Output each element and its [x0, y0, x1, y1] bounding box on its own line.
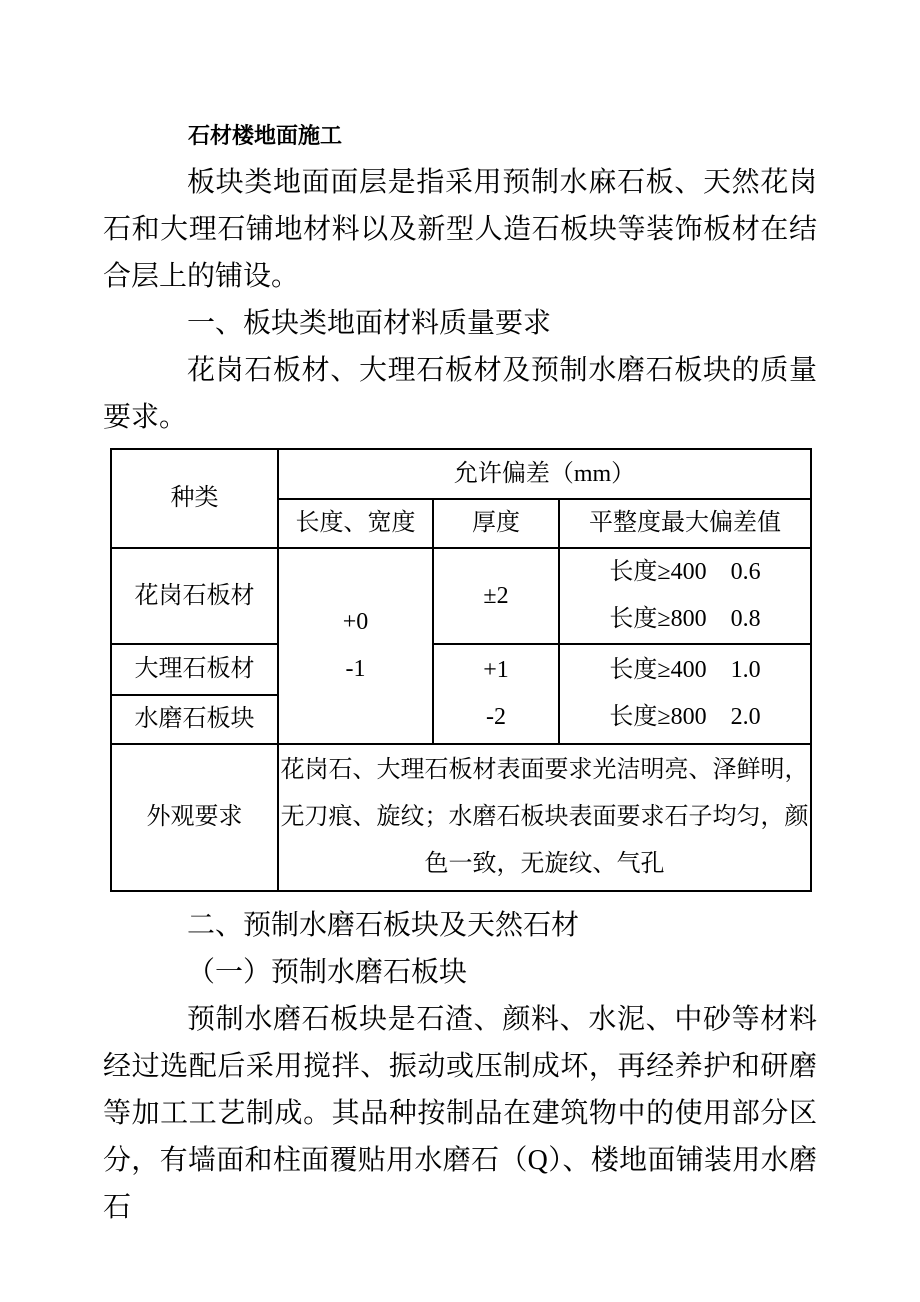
table-header-row-1 [111, 449, 811, 499]
cell-appearance-requirements: 花岗石、大理石板材表面要求光洁明亮、泽鲜明，无刀痕、旋纹；水磨石板块表面要求石子均匀，颜色一致，无旋纹、气孔 [278, 744, 811, 891]
marble-terrazzo-thickness-plus: +1 [483, 657, 509, 683]
row-label-appearance: 外观要求 [111, 744, 278, 891]
intro-paragraph: 板块类地面面层是指采用预制水麻石板、天然花岗石和大理石铺地材料以及新型人造石板块等装饰板材在结合层上的铺设。 [103, 167, 817, 292]
section2-sub-heading: （一）预制水磨石板块 [187, 957, 468, 988]
marble-terrazzo-flatness-800: 长度≥800 2.0 [609, 704, 761, 730]
cell-marble-terrazzo-flatness [559, 644, 811, 744]
length-width-tolerance-minus: -1 [345, 656, 366, 682]
section2-heading: 二、预制水磨石板块及天然石材 [187, 910, 580, 941]
cell-granite-thickness: ±2 [433, 548, 559, 644]
table-row-appearance [111, 744, 811, 891]
table-header-flatness: 平整度最大偏差值 [559, 499, 811, 548]
section1-intro-paragraph: 花岗石板材、大理石板材及预制水磨石板块的质量要求。 [103, 355, 817, 433]
granite-flatness-800: 长度≥800 0.8 [609, 606, 761, 632]
table-header-tolerance: 允许偏差（mm） [278, 449, 811, 499]
row-label-terrazzo: 水磨石板块 [111, 695, 278, 744]
document-title: 石材楼地面施工 [188, 123, 343, 148]
row-label-marble: 大理石板材 [111, 644, 278, 695]
marble-terrazzo-thickness-minus: -2 [486, 704, 506, 730]
table-row-marble [111, 644, 811, 695]
section1-heading: 一、板块类地面材料质量要求 [187, 308, 552, 339]
cell-length-width-tolerance [278, 548, 433, 744]
table-header-thickness: 厚度 [433, 499, 559, 548]
granite-flatness-400: 长度≥400 0.6 [609, 559, 761, 585]
table-header-kind: 种类 [111, 449, 278, 548]
table-header-length-width: 长度、宽度 [278, 499, 433, 548]
section2-paragraph: 预制水磨石板块是石渣、颜料、水泥、中砂等材料经过选配后采用搅拌、振动或压制成坏，再经养护和研磨等加工工艺制成。其品种按制品在建筑物中的使用部分区分，有墙面和柱面覆贴用水磨石（Q）、楼地面铺装用水磨石 [103, 1004, 817, 1223]
tolerance-table [110, 448, 812, 892]
row-label-granite: 花岗石板材 [111, 548, 278, 644]
cell-granite-flatness [559, 548, 811, 644]
marble-terrazzo-flatness-400: 长度≥400 1.0 [609, 657, 761, 683]
cell-marble-terrazzo-thickness [433, 644, 559, 744]
length-width-tolerance-plus: +0 [342, 609, 369, 635]
table-row-granite [111, 548, 811, 644]
